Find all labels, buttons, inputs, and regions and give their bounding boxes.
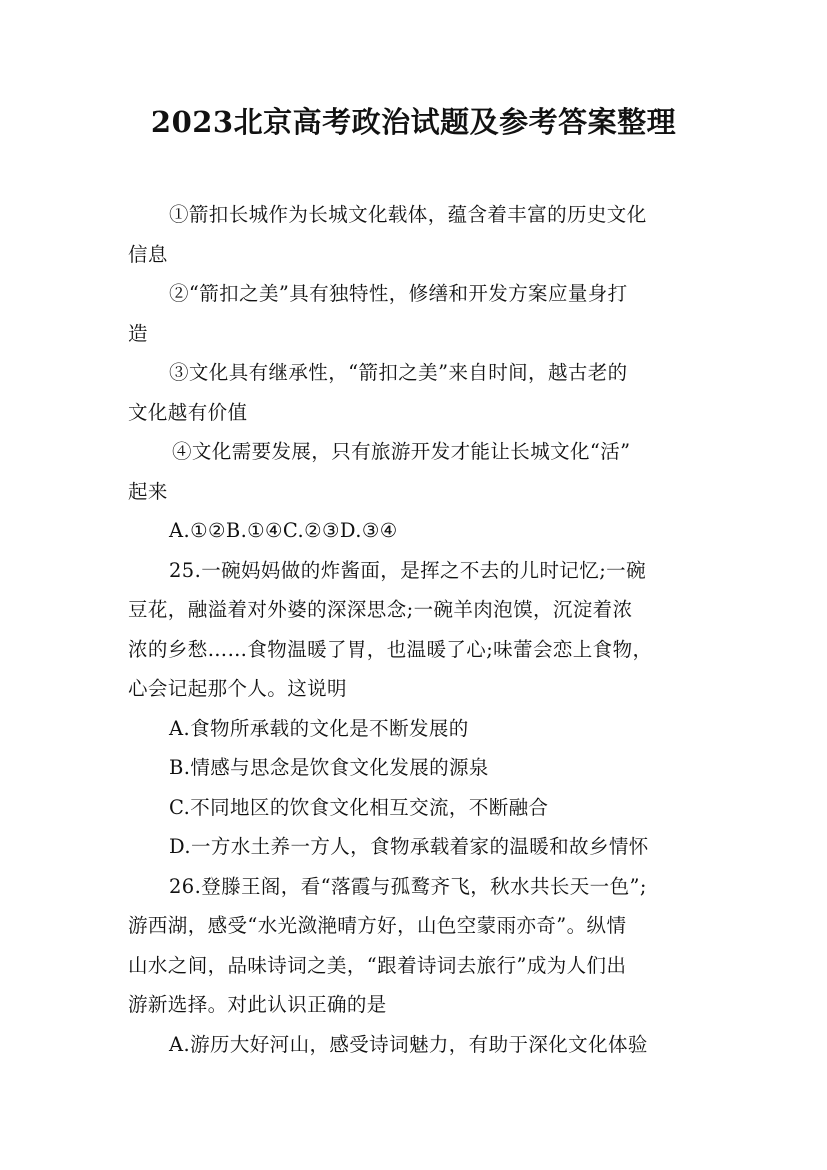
question-25-option-d: D.一方水土养一方人，食物承载着家的温暖和故乡情怀 [169,835,649,858]
question-25-option-a: A.食物所承载的文化是不断发展的 [169,716,469,740]
option-line-1-cont: 信息 [128,242,168,266]
question-26-line-2: 游西湖，感受“水光潋滟晴方好，山色空蒙雨亦奇”。纵情 [128,914,627,937]
option-line-2-cont: 造 [128,321,148,345]
question-25-line-4: 心会记起那个人。这说明 [128,677,347,700]
option-line-2: ②“箭扣之美”具有独特性，修缮和开发方案应量身打 [169,282,628,305]
question-26-line-1: 26.登滕王阁，看“落霞与孤鹜齐飞，秋水共长天一色”; [169,874,647,898]
option-line-4-cont: 起来 [128,479,168,503]
option-line-4: ④文化需要发展，只有旅游开发才能让长城文化“活” [172,440,631,463]
option-line-3-cont: 文化越有价值 [128,400,248,424]
question-25-line-1: 25.一碗妈妈做的炸酱面，是挥之不去的儿时记忆;一碗 [169,558,646,582]
question-25-line-2: 豆花，融溢着对外婆的深深思念;一碗羊肉泡馍，沉淀着浓 [128,598,633,621]
question-26-line-3: 山水之间，品味诗词之美，“跟着诗词去旅行”成为人们出 [128,953,627,977]
question-25-option-b: B.情感与思念是饮食文化发展的源泉 [169,756,489,779]
page-title: 2023北京高考政治试题及参考答案整理 [150,105,677,139]
question-26-option-a: A.游历大好河山，感受诗词魅力，有助于深化文化体验 [169,1032,648,1056]
document-body [128,195,703,1064]
question-25-option-c: C.不同地区的饮食文化相互交流，不断融合 [169,795,549,819]
question-25-line-3: 浓的乡愁……食物温暖了胃，也温暖了心;味蕾会恋上食物， [128,637,653,661]
question-26-line-4: 游新选择。对此认识正确的是 [128,993,387,1016]
option-line-3: ③文化具有继承性，“箭扣之美”来自时间，越古老的 [169,361,628,384]
answer-choices-24: A.①②B.①④C.②③D.③④ [169,519,398,542]
option-line-1: ①箭扣长城作为长城文化载体，蕴含着丰富的历史文化 [169,203,647,226]
